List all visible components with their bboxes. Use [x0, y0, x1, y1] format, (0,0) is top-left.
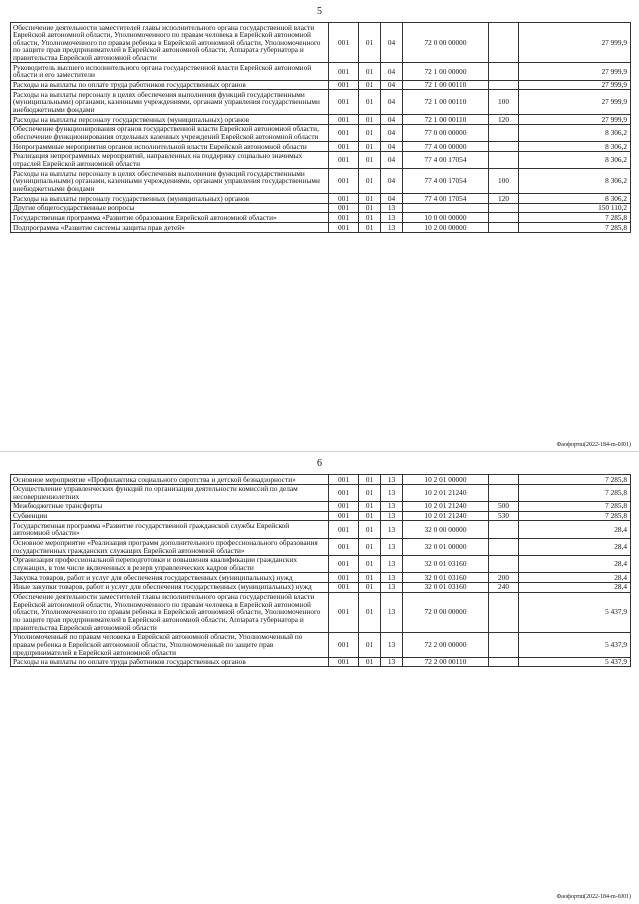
- table-row: [11, 475, 631, 485]
- cell-target-article: 72 1 00 00110: [403, 80, 489, 90]
- cell-section: 01: [359, 657, 381, 667]
- cell-expense-type: [489, 151, 519, 168]
- cell-section: 01: [359, 582, 381, 592]
- table-row: [11, 80, 631, 90]
- cell-expense-type: [489, 592, 519, 632]
- cell-name: Расходы на выплаты персоналу государственных (муниципальных) органов: [11, 194, 329, 204]
- cell-name: Государственная программа «Развитие государственной гражданской службы Еврейской автономной области»: [11, 521, 329, 538]
- cell-subsection: 04: [381, 194, 403, 204]
- cell-section: 01: [359, 169, 381, 194]
- table-row: [11, 484, 631, 501]
- cell-expense-type: [489, 80, 519, 90]
- cell-section: 01: [359, 63, 381, 80]
- cell-name: Обеспечение функционирования органов государственной власти Еврейской автономной области, обеспечение функционирования отдельных казенных учреждений Еврейской автономной области: [11, 124, 329, 141]
- cell-amount: 7 285,8: [519, 511, 631, 521]
- cell-grbs: 001: [329, 80, 359, 90]
- cell-subsection: 04: [381, 80, 403, 90]
- cell-section: 01: [359, 90, 381, 115]
- cell-amount: 27 999,9: [519, 23, 631, 63]
- cell-grbs: 001: [329, 90, 359, 115]
- table-row: [11, 223, 631, 233]
- cell-amount: 7 285,8: [519, 501, 631, 511]
- cell-section: 01: [359, 501, 381, 511]
- cell-subsection: 13: [381, 582, 403, 592]
- cell-section: 01: [359, 632, 381, 657]
- cell-expense-type: 240: [489, 582, 519, 592]
- cell-expense-type: [489, 632, 519, 657]
- cell-grbs: 001: [329, 555, 359, 572]
- cell-target-article: 72 0 00 00000: [403, 592, 489, 632]
- table-row: [11, 213, 631, 223]
- cell-grbs: 001: [329, 124, 359, 141]
- cell-amount: 8 306,2: [519, 169, 631, 194]
- cell-grbs: 001: [329, 521, 359, 538]
- cell-expense-type: [489, 475, 519, 485]
- cell-expense-type: [489, 203, 519, 213]
- cell-section: 01: [359, 23, 381, 63]
- table-row: [11, 63, 631, 80]
- cell-section: 01: [359, 151, 381, 168]
- table-row: [11, 501, 631, 511]
- cell-section: 01: [359, 521, 381, 538]
- cell-name: Расходы на выплаты персоналу в целях обеспечения выполнения функций государственными (муниципальными) органами, казенными учреждениями, органами управления государственными внебюджетными фондами: [11, 90, 329, 115]
- cell-section: 01: [359, 203, 381, 213]
- cell-expense-type: [489, 484, 519, 501]
- cell-expense-type: [489, 555, 519, 572]
- table-row: [11, 194, 631, 204]
- page-footer: Фаофортш(2022-184-m-0J01): [556, 894, 631, 900]
- cell-amount: 28,4: [519, 573, 631, 583]
- cell-amount: 7 285,8: [519, 484, 631, 501]
- cell-name: Межбюджетные трансферты: [11, 501, 329, 511]
- cell-subsection: 13: [381, 213, 403, 223]
- cell-section: 01: [359, 223, 381, 233]
- cell-target-article: 72 2 00 00000: [403, 632, 489, 657]
- budget-table: [10, 22, 631, 233]
- cell-target-article: 32 0 01 03160: [403, 582, 489, 592]
- cell-expense-type: [489, 223, 519, 233]
- cell-name: Уполномоченный по правам человека в Еврейской автономной области, Уполномоченный по правам ребенка в Еврейской автономной области, Уполномоченный по защите прав предпринимателей в Еврейской автономной области: [11, 632, 329, 657]
- cell-section: 01: [359, 80, 381, 90]
- cell-expense-type: [489, 538, 519, 555]
- cell-expense-type: 100: [489, 169, 519, 194]
- table-row: [11, 632, 631, 657]
- cell-amount: 28,4: [519, 521, 631, 538]
- cell-target-article: 32 0 01 03160: [403, 555, 489, 572]
- cell-amount: 8 306,2: [519, 151, 631, 168]
- table-row: [11, 90, 631, 115]
- cell-section: 01: [359, 484, 381, 501]
- cell-target-article: 32 0 01 03160: [403, 573, 489, 583]
- cell-subsection: 13: [381, 657, 403, 667]
- cell-expense-type: [489, 142, 519, 152]
- table-row: [11, 115, 631, 125]
- page-number: 6: [317, 458, 322, 469]
- cell-grbs: 001: [329, 23, 359, 63]
- cell-section: 01: [359, 538, 381, 555]
- cell-target-article: 72 1 00 00110: [403, 90, 489, 115]
- cell-target-article: 77 0 00 00000: [403, 124, 489, 141]
- cell-target-article: 77 4 00 00000: [403, 142, 489, 152]
- table-row: [11, 521, 631, 538]
- cell-amount: 27 999,9: [519, 63, 631, 80]
- table-row: [11, 124, 631, 141]
- cell-expense-type: 120: [489, 194, 519, 204]
- cell-name: Руководитель высшего исполнительного органа государственной власти Еврейской автономной области и его заместители: [11, 63, 329, 80]
- cell-target-article: 10 2 01 21240: [403, 501, 489, 511]
- table-row: [11, 142, 631, 152]
- cell-name: Субвенции: [11, 511, 329, 521]
- cell-name: Основное мероприятие «Реализация программ дополнительного профессионального образования государственных гражданских служащих Еврейской автономной области»: [11, 538, 329, 555]
- cell-grbs: 001: [329, 501, 359, 511]
- cell-name: Обеспечение деятельности заместителей главы исполнительного органа государственной власти Еврейской автономной области, Уполномоченного по правам человека в Еврейской автономной области, Уполномоченного по правам ребенка в Еврейской автономной области, Уполномоченного по защите прав предпринимателей в Еврейской автономной области, Аппарата губернатора и правительства Еврейской автономной области: [11, 23, 329, 63]
- table-row: [11, 555, 631, 572]
- cell-grbs: 001: [329, 142, 359, 152]
- cell-subsection: 13: [381, 632, 403, 657]
- cell-amount: 8 306,2: [519, 194, 631, 204]
- table-row: [11, 169, 631, 194]
- cell-grbs: 001: [329, 511, 359, 521]
- cell-subsection: 13: [381, 592, 403, 632]
- cell-subsection: 13: [381, 223, 403, 233]
- cell-target-article: 72 1 00 00110: [403, 115, 489, 125]
- table-row: [11, 582, 631, 592]
- cell-target-article: 10 2 01 21240: [403, 484, 489, 501]
- cell-grbs: 001: [329, 203, 359, 213]
- cell-grbs: 001: [329, 223, 359, 233]
- cell-target-article: 77 4 00 17054: [403, 151, 489, 168]
- cell-target-article: 72 2 00 00110: [403, 657, 489, 667]
- cell-amount: 5 437,9: [519, 632, 631, 657]
- cell-amount: 8 306,2: [519, 142, 631, 152]
- cell-amount: 7 285,8: [519, 475, 631, 485]
- cell-subsection: 13: [381, 555, 403, 572]
- cell-grbs: 001: [329, 475, 359, 485]
- cell-section: 01: [359, 124, 381, 141]
- table-row: [11, 23, 631, 63]
- cell-amount: 5 437,9: [519, 657, 631, 667]
- cell-amount: 150 110,2: [519, 203, 631, 213]
- cell-amount: 7 285,8: [519, 213, 631, 223]
- cell-target-article: 72 0 00 00000: [403, 23, 489, 63]
- cell-name: Обеспечение деятельности заместителей главы исполнительного органа государственной власти Еврейской автономной области, Уполномоченного по правам человека в Еврейской автономной области, Уполномоченного по правам ребенка в Еврейской автономной области, Уполномоченного по защите прав предпринимателей в Еврейской автономной области, Аппарата губернатора и правительства Еврейской автономной области: [11, 592, 329, 632]
- table-row: [11, 573, 631, 583]
- cell-section: 01: [359, 213, 381, 223]
- cell-target-article: 72 1 00 00000: [403, 63, 489, 80]
- cell-subsection: 04: [381, 124, 403, 141]
- cell-subsection: 13: [381, 511, 403, 521]
- cell-grbs: 001: [329, 169, 359, 194]
- cell-subsection: 04: [381, 169, 403, 194]
- cell-subsection: 13: [381, 573, 403, 583]
- cell-expense-type: 530: [489, 511, 519, 521]
- cell-name: Расходы на выплаты персоналу государственных (муниципальных) органов: [11, 115, 329, 125]
- table-row: [11, 538, 631, 555]
- cell-expense-type: [489, 657, 519, 667]
- cell-amount: 8 306,2: [519, 124, 631, 141]
- cell-section: 01: [359, 511, 381, 521]
- cell-subsection: 13: [381, 203, 403, 213]
- cell-name: Подпрограмма «Развитие системы защиты прав детей»: [11, 223, 329, 233]
- cell-subsection: 04: [381, 115, 403, 125]
- cell-name: Организация профессиональной переподготовки и повышения квалификации гражданских служащих, в том числе включенных в резерв управленческих кадров области: [11, 555, 329, 572]
- cell-section: 01: [359, 115, 381, 125]
- cell-section: 01: [359, 592, 381, 632]
- cell-grbs: 001: [329, 151, 359, 168]
- page-footer: Фаофортш(2022-184-m-0J01): [556, 442, 631, 448]
- table-row: [11, 151, 631, 168]
- cell-amount: 28,4: [519, 582, 631, 592]
- table-row: [11, 657, 631, 667]
- budget-table: [10, 474, 631, 667]
- cell-target-article: 32 0 00 00000: [403, 521, 489, 538]
- cell-amount: 28,4: [519, 538, 631, 555]
- cell-name: Другие общегосударственные вопросы: [11, 203, 329, 213]
- cell-name: Государственная программа «Развитие образования Еврейской автономной области»: [11, 213, 329, 223]
- table-row: [11, 203, 631, 213]
- page-number: 5: [317, 6, 322, 17]
- cell-section: 01: [359, 555, 381, 572]
- cell-subsection: 13: [381, 484, 403, 501]
- cell-expense-type: 200: [489, 573, 519, 583]
- cell-name: Осуществление управленческих функций по организации деятельности комиссий по делам несовершеннолетних: [11, 484, 329, 501]
- cell-grbs: 001: [329, 573, 359, 583]
- cell-amount: 28,4: [519, 555, 631, 572]
- table-row: [11, 592, 631, 632]
- cell-grbs: 001: [329, 632, 359, 657]
- cell-target-article: 10 0 00 00000: [403, 213, 489, 223]
- cell-grbs: 001: [329, 213, 359, 223]
- cell-subsection: 13: [381, 521, 403, 538]
- cell-subsection: 04: [381, 151, 403, 168]
- cell-grbs: 001: [329, 194, 359, 204]
- cell-name: Закупка товаров, работ и услуг для обеспечения государственных (муниципальных) нужд: [11, 573, 329, 583]
- cell-amount: 5 437,9: [519, 592, 631, 632]
- cell-grbs: 001: [329, 115, 359, 125]
- cell-section: 01: [359, 475, 381, 485]
- cell-name: Непрограммные мероприятия органов исполнительной власти Еврейской автономной области: [11, 142, 329, 152]
- cell-name: Основное мероприятие «Профилактика социального сиротства и детской безнадзорности»: [11, 475, 329, 485]
- cell-name: Реализация непрограммных мероприятий, направленных на поддержку социально значимых отраслей Еврейской автономной области: [11, 151, 329, 168]
- cell-subsection: 04: [381, 142, 403, 152]
- cell-amount: 27 999,9: [519, 90, 631, 115]
- cell-subsection: 13: [381, 538, 403, 555]
- cell-section: 01: [359, 142, 381, 152]
- cell-grbs: 001: [329, 538, 359, 555]
- cell-name: Иные закупки товаров, работ и услуг для обеспечения государственных (муниципальных) нужд: [11, 582, 329, 592]
- cell-expense-type: 120: [489, 115, 519, 125]
- cell-grbs: 001: [329, 582, 359, 592]
- cell-target-article: 77 4 00 17054: [403, 194, 489, 204]
- cell-amount: 27 999,9: [519, 80, 631, 90]
- cell-target-article: 77 4 00 17054: [403, 169, 489, 194]
- cell-expense-type: [489, 23, 519, 63]
- cell-target-article: 32 0 01 00000: [403, 538, 489, 555]
- cell-grbs: 001: [329, 657, 359, 667]
- cell-grbs: 001: [329, 484, 359, 501]
- cell-amount: 27 999,9: [519, 115, 631, 125]
- cell-amount: 7 285,8: [519, 223, 631, 233]
- cell-expense-type: [489, 63, 519, 80]
- cell-grbs: 001: [329, 592, 359, 632]
- cell-subsection: 13: [381, 475, 403, 485]
- cell-target-article: 10 2 00 00000: [403, 223, 489, 233]
- cell-expense-type: [489, 521, 519, 538]
- cell-subsection: 13: [381, 501, 403, 511]
- cell-grbs: 001: [329, 63, 359, 80]
- cell-expense-type: 100: [489, 90, 519, 115]
- cell-name: Расходы на выплаты по оплате труда работников государственных органов: [11, 657, 329, 667]
- cell-expense-type: 500: [489, 501, 519, 511]
- cell-target-article: 10 2 01 21240: [403, 511, 489, 521]
- cell-name: Расходы на выплаты персоналу в целях обеспечения выполнения функций государственными (муниципальными) органами, казенными учреждениями, органами управления государственными внебюджетными фондами: [11, 169, 329, 194]
- cell-section: 01: [359, 573, 381, 583]
- cell-target-article: [403, 203, 489, 213]
- cell-subsection: 04: [381, 23, 403, 63]
- cell-section: 01: [359, 194, 381, 204]
- cell-target-article: 10 2 01 00000: [403, 475, 489, 485]
- table-row: [11, 511, 631, 521]
- cell-subsection: 04: [381, 63, 403, 80]
- cell-expense-type: [489, 213, 519, 223]
- cell-expense-type: [489, 124, 519, 141]
- cell-subsection: 04: [381, 90, 403, 115]
- page-6: [0, 452, 639, 904]
- cell-name: Расходы на выплаты по оплате труда работников государственных органов: [11, 80, 329, 90]
